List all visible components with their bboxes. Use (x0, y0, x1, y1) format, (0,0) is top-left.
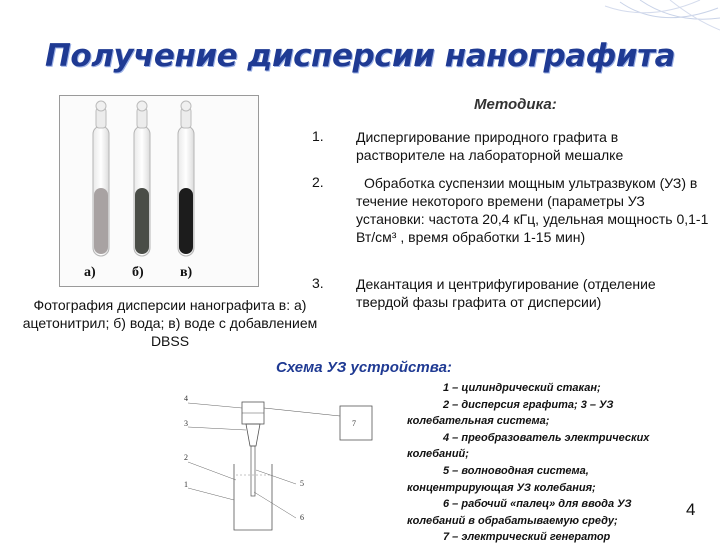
tube-a (93, 101, 109, 256)
scheme-heading: Схема УЗ устройства: (276, 359, 452, 376)
legend-line: 5 – волноводная система, (443, 464, 589, 477)
page-number: 4 (686, 500, 696, 519)
method-heading: Методика: (474, 96, 557, 113)
tube-label-a: а) (84, 265, 96, 280)
step-text-2: Обработка суспензии мощным ультразвуком (УЗ) в течение некоторого времени (параметры УЗ установки: частота 20,4 кГц, удельная мощность 0,1-1 Вт/см³ , время обработки 1-15 мин) (356, 175, 709, 245)
diagram-label-3: 3 (184, 419, 188, 428)
legend-line: концентрирующая УЗ колебания; (407, 481, 596, 494)
diagram-label-4: 4 (184, 394, 188, 403)
legend-line: колебательная система; (407, 415, 550, 428)
legend-line: 4 – преобразователь электрических (443, 431, 650, 444)
page-title: Получение дисперсии нанографита (44, 38, 676, 74)
ultrasound-device-diagram (176, 380, 376, 540)
tube-label-b: б) (132, 265, 144, 280)
tube-b (134, 101, 150, 256)
step-number-2: 2. (312, 174, 324, 190)
step-number-1: 1. (312, 128, 324, 144)
diagram-legend (407, 380, 697, 546)
legend-line: 1 – цилиндрический стакан; (443, 382, 601, 394)
legend-line: колебаний в обрабатываемую среду; (407, 514, 618, 527)
corner-ornament (600, 0, 720, 40)
diagram-label-6: 6 (300, 513, 304, 522)
tube-c (178, 101, 194, 256)
step-text-1: Диспергирование природного графита в растворителе на лабораторной мешалке (356, 129, 624, 163)
legend-line: колебаний; (407, 448, 469, 461)
diagram-label-5: 5 (300, 479, 304, 488)
diagram-label-7: 7 (352, 419, 356, 428)
legend-line: 6 – рабочий «палец» для ввода УЗ (443, 498, 632, 511)
legend-line: 2 – дисперсия графита; 3 – УЗ (443, 398, 614, 411)
step-number-3: 3. (312, 275, 324, 291)
tube-label-c: в) (180, 265, 193, 280)
dispersion-photo (59, 95, 259, 287)
legend-line: 7 – электрический генератор (443, 531, 611, 544)
test-tubes-image (60, 96, 258, 286)
step-text-3: Декантация и центрифугирование (отделение твердой фазы графита от дисперсии) (356, 276, 656, 310)
photo-caption: Фотография дисперсии нанографита в: а) ацетонитрил; б) вода; в) воде с добавлением DBSS (22, 297, 318, 349)
diagram-label-2: 2 (184, 453, 188, 462)
diagram-label-1: 1 (184, 480, 188, 489)
